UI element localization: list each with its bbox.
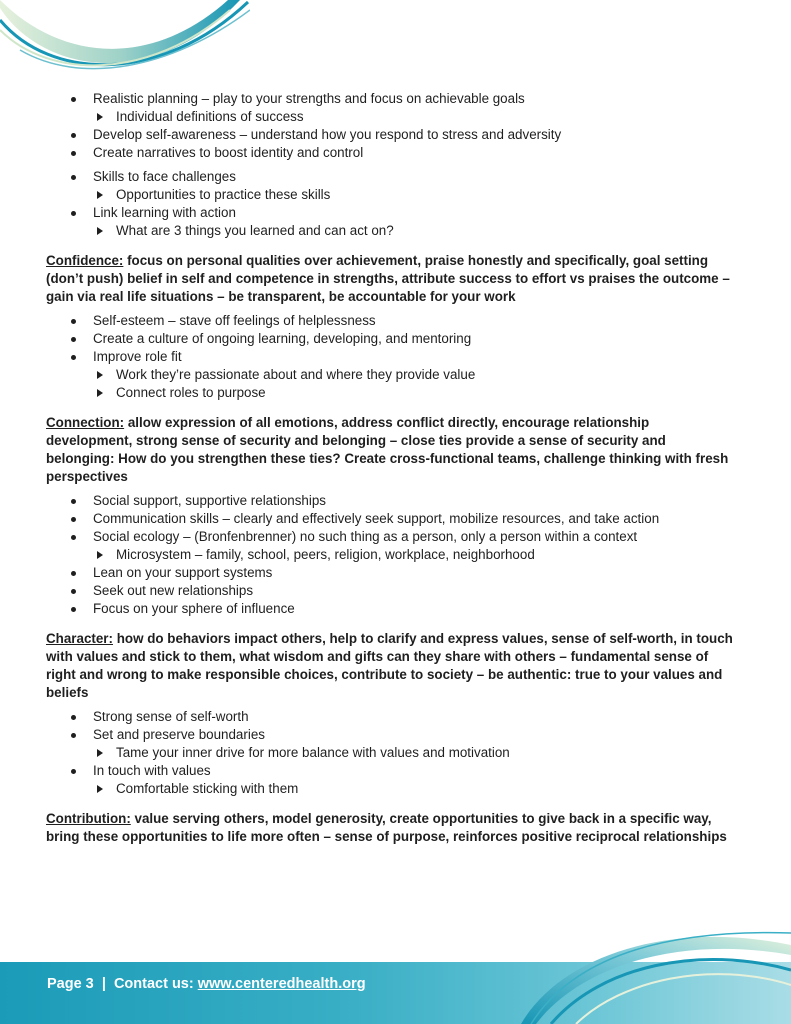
list-item [46,510,736,528]
sub-list-item: Individual definitions of success [93,108,736,126]
page-number: Page 3 [47,976,94,992]
list-item-text: Strong sense of self-worth [93,709,249,724]
list-item [46,582,736,600]
section-heading: Contribution: [46,811,131,826]
list-item [46,126,736,144]
page-content [46,90,736,852]
list-item [46,90,736,126]
list-item [46,726,736,762]
bullet-list-intro [46,90,736,162]
list-item [46,144,736,162]
sub-list-item: Connect roles to purpose [93,384,736,402]
section-confidence [46,252,736,402]
section-paragraph [46,810,736,846]
list-item-text: Improve role fit [93,349,182,364]
footer-text [47,976,366,992]
sub-list [93,780,736,798]
list-item [46,528,736,564]
section-paragraph [46,630,736,702]
list-item-text: Communication skills – clearly and effectively seek support, mobilize resources, and take action [93,511,660,526]
sub-list [93,744,736,762]
website-link[interactable]: www.centeredhealth.org [197,976,366,992]
list-item [46,348,736,402]
sub-list-item: Microsystem – family, school, peers, religion, workplace, neighborhood [93,546,736,564]
list-item-text: In touch with values [93,763,211,778]
sub-list-item: Tame your inner drive for more balance with values and motivation [93,744,736,762]
list-item-text: Set and preserve boundaries [93,727,265,742]
list-item [46,564,736,582]
list-item-text: Create narratives to boost identity and control [93,145,364,160]
list-item-text: Realistic planning – play to your strengths and focus on achievable goals [93,91,525,106]
list-item [46,330,736,348]
list-item [46,168,736,204]
section-contribution [46,810,736,846]
sub-list [93,108,736,126]
sub-list-item: Comfortable sticking with them [93,780,736,798]
section-paragraph [46,252,736,306]
sub-list [93,366,736,402]
section-heading: Character: [46,631,113,646]
contact-label: Contact us: [113,976,194,992]
section-bullet-list [46,312,736,402]
sub-list-item: Opportunities to practice these skills [93,186,736,204]
list-item [46,492,736,510]
decorative-swoosh-bottom [521,925,791,1024]
list-item-text: Social ecology – (Bronfenbrenner) no such thing as a person, only a person within a context [93,529,638,544]
list-item-text: Social support, supportive relationships [93,493,326,508]
section-heading: Confidence: [46,253,124,268]
list-item [46,762,736,798]
sub-list [93,186,736,204]
sub-list [93,222,736,240]
list-item [46,708,736,726]
list-item-text: Focus on your sphere of influence [93,601,295,616]
section-body: allow expression of all emotions, address conflict directly, encourage relationship development, strong sense of security and belonging – close ties provide a sense of security and belonging: How do you strengthen these ties? Create cross-functional teams, challenge thinking with fresh perspectives [46,415,729,484]
bullet-list-intro-2 [46,168,736,240]
section-heading: Connection: [46,415,125,430]
list-item-text: Skills to face challenges [93,169,236,184]
section-body: focus on personal qualities over achievement, praise honestly and specifically, goal setting (don’t push) belief in self and competence in strengths, attribute success to effort vs praises the outcome – gain via real life situations – be transparent, be accountable for your work [46,253,730,304]
decorative-swoosh-top [0,0,250,90]
sub-list [93,546,736,564]
list-item-text: Develop self-awareness – understand how you respond to stress and adversity [93,127,562,142]
section-paragraph [46,414,736,486]
list-item [46,312,736,330]
list-item-text: Create a culture of ongoing learning, developing, and mentoring [93,331,472,346]
list-item-text: Self-esteem – stave off feelings of helplessness [93,313,376,328]
sub-list-item: What are 3 things you learned and can act on? [93,222,736,240]
list-item [46,204,736,240]
list-item [46,600,736,618]
section-bullet-list [46,492,736,618]
footer-separator: | [101,976,106,992]
sub-list-item: Work they’re passionate about and where they provide value [93,366,736,384]
section-character [46,630,736,798]
list-item-text: Seek out new relationships [93,583,254,598]
list-item-text: Lean on your support systems [93,565,273,580]
section-body: value serving others, model generosity, create opportunities to give back in a specific way, bring these opportunities to life more often – sense of purpose, reinforces positive reciprocal relationships [46,811,727,844]
section-bullet-list [46,708,736,798]
section-body: how do behaviors impact others, help to clarify and express values, sense of self-worth, in touch with values and stick to them, what wisdom and gifts can they share with others – fundamental sense of right and wrong to make responsible choices, contribute to society – be authentic: true to your values and beliefs [46,631,733,700]
section-connection [46,414,736,618]
sections [46,252,736,846]
list-item-text: Link learning with action [93,205,236,220]
